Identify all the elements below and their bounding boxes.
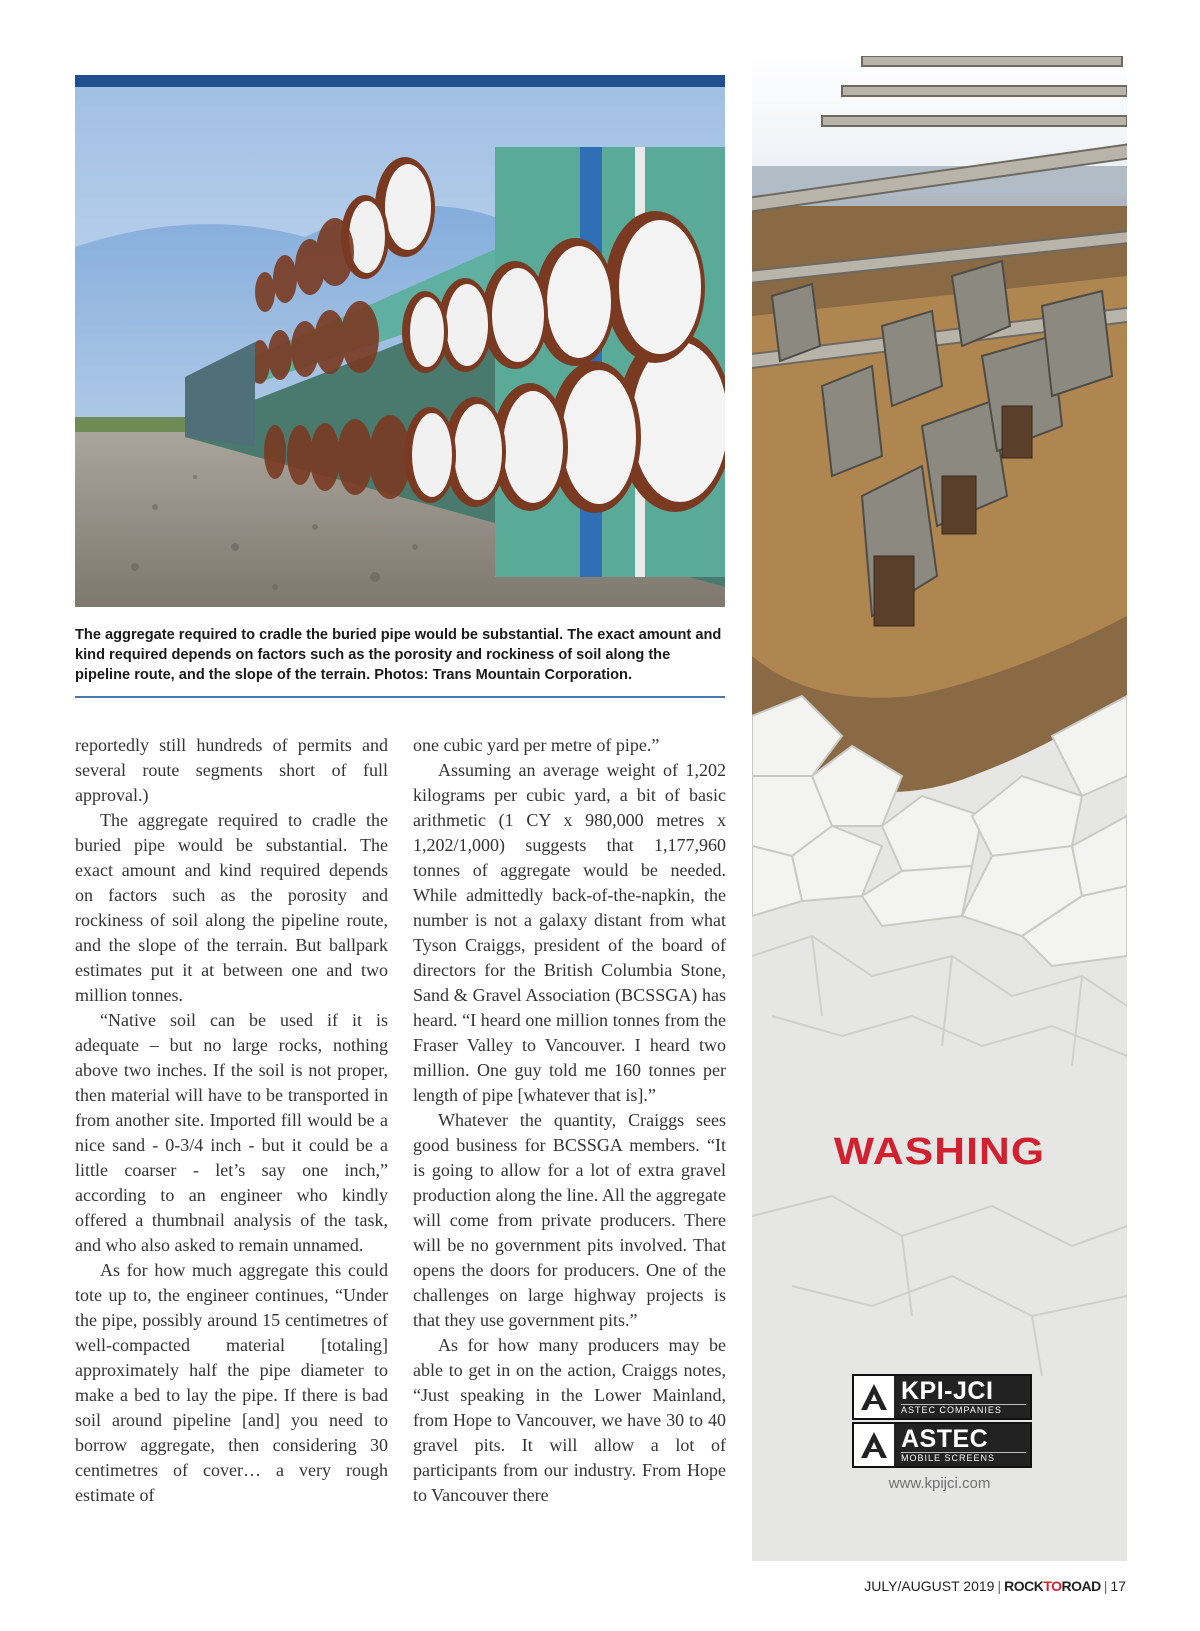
ad-headline: WASHING [833, 1131, 1046, 1173]
photo-caption: The aggregate required to cradle the buried pipe would be substantial. The exact amount and kind required depends on factors such as the porosity and rockiness of soil along the pipeline route, and the slope of the terrain. Photos: Trans Mountain Corporation. [75, 627, 722, 683]
washing-advertisement [752, 56, 1127, 1561]
paragraph: The aggregate required to cradle the buried pipe would be substantial. The exact amount and kind required depends on factors such as the porosity and rockiness of soil along the pipeline route, and the slope of the terrain. But ballpark estimates put it at between one and two million tonnes. [75, 810, 388, 1005]
paragraph: Assuming an average weight of 1,202 kilograms per cubic yard, a bit of basic arithmetic (1 CY x 980,000 metres x 1,202/1,000) suggests that 1,177,960 tonnes of aggregate would be needed. While admittedly back-of-the-napkin, the number is not a galaxy distant from what Tyson Craiggs, president of the board of directors for the British Columbia Stone, Sand & Gravel Association (BCSSGA) has heard. “I heard one million tonnes from the Fraser Valley to Vancouver. I heard two million. One guy told me 160 tonnes per length of pipe [whatever that is].” [413, 760, 726, 1105]
brand-to: TO [1043, 1578, 1062, 1594]
article-column-left [75, 733, 388, 1508]
astec-a-mark-icon [854, 1424, 897, 1466]
photo-top-bar [75, 75, 725, 87]
kpi-jci-logo [852, 1374, 1032, 1420]
paragraph: As for how many producers may be able to get in on the action, Craiggs notes, “Just speaking in the Lower Mainland, from Hope to Vancouver, we have 30 to 40 gravel pits. It will allow a lot of participants from our industry. From Hope to Vancouver there [413, 1335, 726, 1505]
caption-divider [75, 696, 725, 698]
paragraph: “Native soil can be used if it is adequate – but no large rocks, nothing above two inches. If the soil is not proper, then material will have to be transported in from another site. Imported fill would be a nice sand - 0-3/4 inch - but it could be a little coarser - let’s say one inch,” according to an engineer who kindly offered a thumbnail analysis of the task, and who also asked to remain unnamed. [75, 1010, 388, 1255]
magazine-brand [1004, 1578, 1101, 1594]
logo-name: KPI-JCI [901, 1377, 994, 1405]
ad-illustration [752, 56, 1127, 1561]
logo-subtitle: MOBILE SCREENS [901, 1452, 1026, 1464]
article-column-right [413, 733, 726, 1508]
paragraph: Whatever the quantity, Craiggs sees good business for BCSSGA members. “It is going to allow for a lot of extra gravel production along the line. All the aggregate will come from private producers. There will be no government pits involved. That opens the doors for producers. One of the challenges on large highway projects is that they use government pits.” [413, 1110, 726, 1330]
page-footer: JULY/AUGUST 2019 | ROCKTOROAD | 17 [864, 1578, 1126, 1594]
page-number: 17 [1110, 1578, 1126, 1594]
astec-logo [852, 1422, 1032, 1468]
brand-rock: ROCK [1004, 1578, 1044, 1594]
astec-a-mark-icon [854, 1376, 897, 1418]
paragraph: reportedly still hundreds of permits and several route segments short of full approval.) [75, 735, 388, 805]
issue-date: JULY/AUGUST 2019 [864, 1578, 995, 1594]
ad-url[interactable]: www.kpijci.com [888, 1475, 991, 1492]
paragraph: As for how much aggregate this could tote up to, the engineer continues, “Under the pipe, possibly around 15 centimetres of well-compacted material [totaling] approximately half the pipe diameter to make a bed to lay the pipe. If there is bad soil around pipeline [and] you need to borrow aggregate, then considering 30 centimetres of cover… a very rough estimate of [75, 1260, 388, 1505]
brand-road: ROAD [1061, 1578, 1101, 1594]
logo-subtitle: ASTEC COMPANIES [901, 1404, 1026, 1416]
logo-name: ASTEC [901, 1425, 989, 1453]
pipe-stack-photo [75, 87, 725, 607]
paragraph: one cubic yard per metre of pipe.” [413, 735, 660, 755]
article-photo [75, 75, 725, 607]
